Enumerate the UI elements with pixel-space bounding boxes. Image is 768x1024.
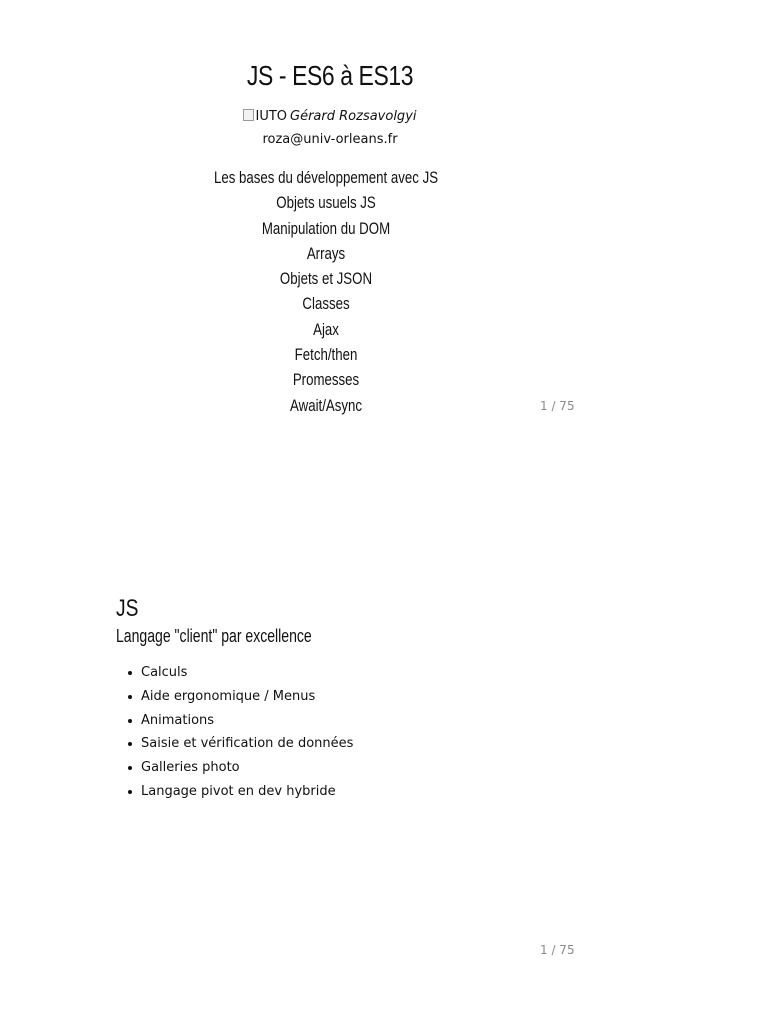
list-item: Galleries photo — [116, 756, 353, 780]
toc-item[interactable]: Arrays — [306, 243, 346, 263]
toc-item[interactable]: Ajax — [313, 319, 339, 339]
toc-item[interactable]: Objets et JSON — [279, 269, 373, 289]
bullet-list — [116, 661, 353, 804]
presentation-title: JS - ES6 à ES13 — [246, 60, 414, 91]
slide-page-number: 1 / 75 — [540, 943, 575, 957]
list-item: Langage pivot en dev hybride — [116, 780, 353, 804]
list-item: Calculs — [116, 661, 353, 685]
slide-page-number: 1 / 75 — [540, 399, 575, 413]
toc-item[interactable]: Objets usuels JS — [276, 193, 376, 213]
slide-heading: JS — [116, 595, 139, 622]
toc-item[interactable]: Fetch/then — [294, 345, 358, 365]
list-item: Aide ergonomique / Menus — [116, 685, 353, 709]
author-email: roza@univ-orleans.fr — [262, 132, 398, 147]
list-item: Animations — [116, 709, 353, 733]
iuto-logo-broken-image — [243, 109, 287, 124]
table-of-contents — [0, 165, 652, 418]
slide-title — [0, 0, 768, 440]
broken-image-icon — [243, 109, 254, 121]
slide-js-intro — [0, 560, 768, 1024]
author-line — [0, 109, 660, 124]
toc-item[interactable]: Await/Async — [290, 395, 362, 415]
toc-item[interactable]: Manipulation du DOM — [261, 218, 391, 238]
logo-alt-text: IUTO — [255, 109, 288, 124]
slide-subheading: Langage "client" par excellence — [116, 626, 312, 646]
toc-item[interactable]: Classes — [302, 294, 350, 314]
toc-item[interactable]: Promesses — [292, 370, 360, 390]
author-name: Gérard Rozsavolgyi — [290, 109, 417, 124]
list-item: Saisie et vérification de données — [116, 732, 353, 756]
toc-item[interactable]: Les bases du développement avec JS — [213, 168, 439, 187]
